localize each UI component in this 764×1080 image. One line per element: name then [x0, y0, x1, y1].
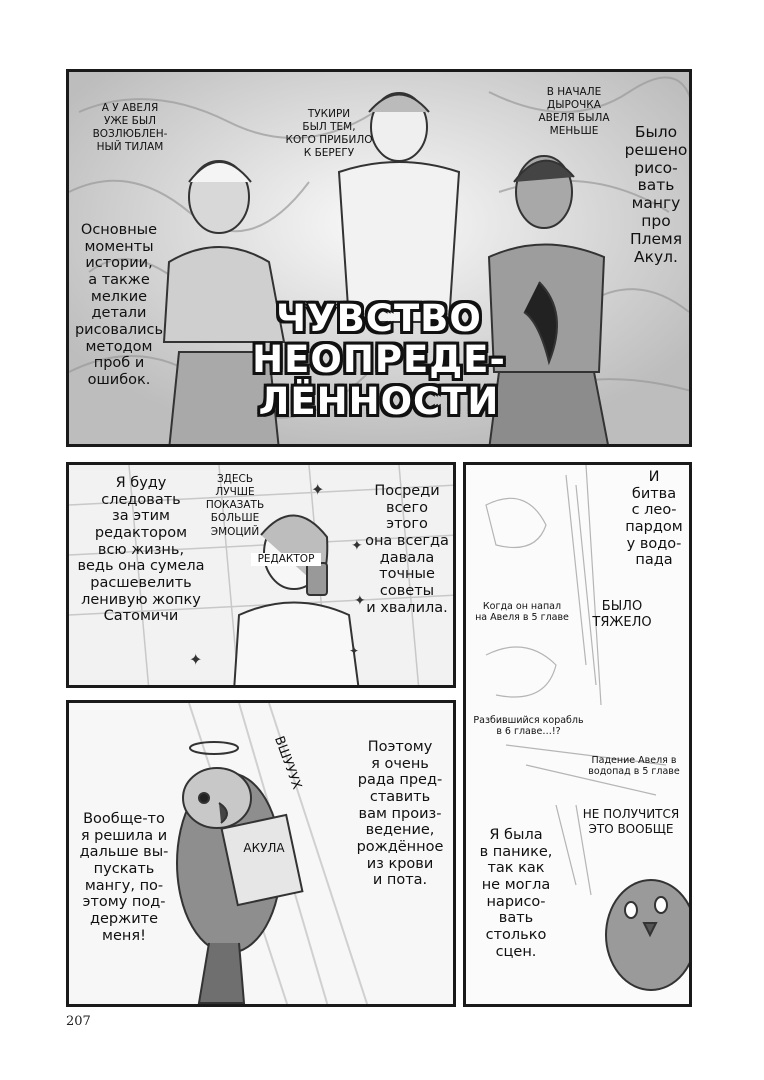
svg-text:✦: ✦: [354, 593, 366, 609]
parrot-figure: [177, 768, 302, 1003]
hard-note: БЫЛО ТЯЖЕЛО: [592, 599, 652, 631]
note-ship: Разбившийся корабль в 6 главе…!?: [473, 715, 584, 738]
page-number: 207: [66, 1014, 91, 1029]
whoosh-sfx: ВШУУУХ: [271, 734, 305, 792]
svg-text:✦: ✦: [351, 538, 363, 554]
left-caption: Я буду следовать за этим редактором всю жизнь, ведь она сумела расшевелить ленивую жопку Сатомичи: [77, 475, 205, 625]
right-caption: Поэтому я очень рада пред- ставить вам произ- ведение, рождённое из крови и пота.: [356, 739, 444, 889]
panel-1: [66, 69, 692, 447]
svg-text:✦: ✦: [311, 480, 325, 499]
left-caption: Основные моменты истории, а также мелкие детали рисовались методом проб и ошибок.: [74, 222, 164, 389]
note-emotions: ЗДЕСЬ ЛУЧШЕ ПОКАЗАТЬ БОЛЬШЕ ЭМОЦИЙ: [205, 473, 265, 538]
chapter-title: ЧУВСТВО НЕОПРЕДЕ- ЛЁННОСТИ: [252, 297, 506, 423]
editor-label: РЕДАКТОР: [251, 553, 321, 566]
note-fall: Падение Авеля в водопад в 5 главе: [588, 755, 680, 778]
panel-3: [463, 462, 692, 1007]
cant-note: НЕ ПОЛУЧИТСЯ ЭТО ВООБЩЕ: [582, 807, 680, 836]
right-caption: Посреди всего этого она всегда давала точные советы и хвалила.: [365, 483, 449, 616]
note-tukiri: ТУКИРИ БЫЛ ТЕМ, КОГО ПРИБИЛО К БЕРЕГУ: [285, 108, 373, 160]
panic-caption: Я была в панике, так как не могла нарисо- вать столько сцен.: [479, 827, 553, 960]
right-caption: Было решено рисо- вать мангу про Племя Акул.: [624, 123, 688, 266]
svg-text:✦: ✦: [349, 644, 360, 658]
note-attack: Когда он напал на Авеля в 5 главе: [475, 601, 569, 624]
bird-figure: [606, 880, 692, 990]
left-caption: Вообще-то я решила и дальше вы- пускать мангу, по- этому под- держите меня!: [79, 811, 169, 944]
note-abel-lover: А У АВЕЛЯ УЖЕ БЫЛ ВОЗЛЮБЛЕН- НЫЙ ТИЛАМ: [92, 102, 168, 154]
svg-text:✦: ✦: [189, 650, 203, 669]
book-label: АКУЛА: [243, 841, 285, 855]
halo: [190, 742, 238, 754]
note-hole: В НАЧАЛЕ ДЫРОЧКА АВЕЛЯ БЫЛА МЕНЬШЕ: [538, 86, 610, 138]
top-caption: И битва с лео- пардом у водо- пада: [625, 469, 683, 569]
panel-2: [66, 462, 456, 688]
panel-4: [66, 700, 456, 1007]
